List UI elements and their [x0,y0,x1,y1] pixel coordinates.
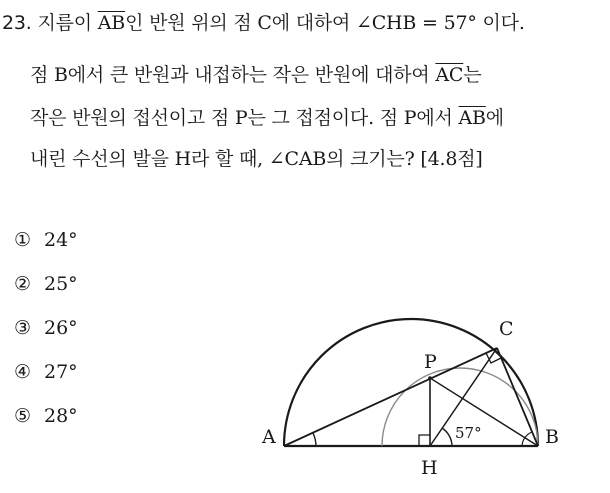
segment-bc-line [497,348,538,446]
choice-mark: ④ [14,361,32,383]
question-text-3a: 작은 반원의 접선이고 점 P는 그 접점이다. 점 P에서 [30,107,459,129]
label-b: B [545,426,559,448]
choice-mark: ② [14,273,32,295]
segment-ab-2: $\overline{AB}$ [458,107,486,129]
label-angle-57: 57° [455,424,482,442]
question-text-2a: 점 B에서 큰 반원과 내접하는 작은 반원에 대하여 [30,64,436,86]
choice-text: 24° [44,229,78,251]
label-a: A [262,426,276,448]
angle-arc-a [313,433,316,446]
angle-arc-h [442,428,452,446]
question-text-1c: 점 C에 대하여 ∠CHB = 57° 이다. [233,12,525,34]
question-text-1a: 지름이 [37,12,98,34]
question-text-3b: 에 [485,107,504,129]
segment-ac: $\overline{AC}$ [435,64,464,86]
question-text-2b: 는 [463,64,482,86]
question-text-4: 내린 수선의 발을 H라 할 때, ∠CAB의 크기는? [4.8점] [30,148,483,170]
label-h: H [421,457,438,479]
label-c: C [499,318,514,340]
choice-text: 25° [44,273,78,295]
label-p: P [424,351,437,373]
question-number: 23. [2,12,32,34]
choice-mark: ⑤ [14,405,32,427]
choice-text: 28° [44,405,78,427]
choice-mark: ③ [14,317,32,339]
segment-ab-1: $\overline{AB}$ [97,12,126,34]
question-text-1b: 인 반원 위의 [125,12,234,34]
choice-text: 27° [44,361,78,383]
choice-text: 26° [44,317,78,339]
right-angle-mark-h [419,435,430,446]
segment-pb [430,378,538,446]
choice-mark: ① [14,229,32,251]
point-p-dot [428,376,432,380]
